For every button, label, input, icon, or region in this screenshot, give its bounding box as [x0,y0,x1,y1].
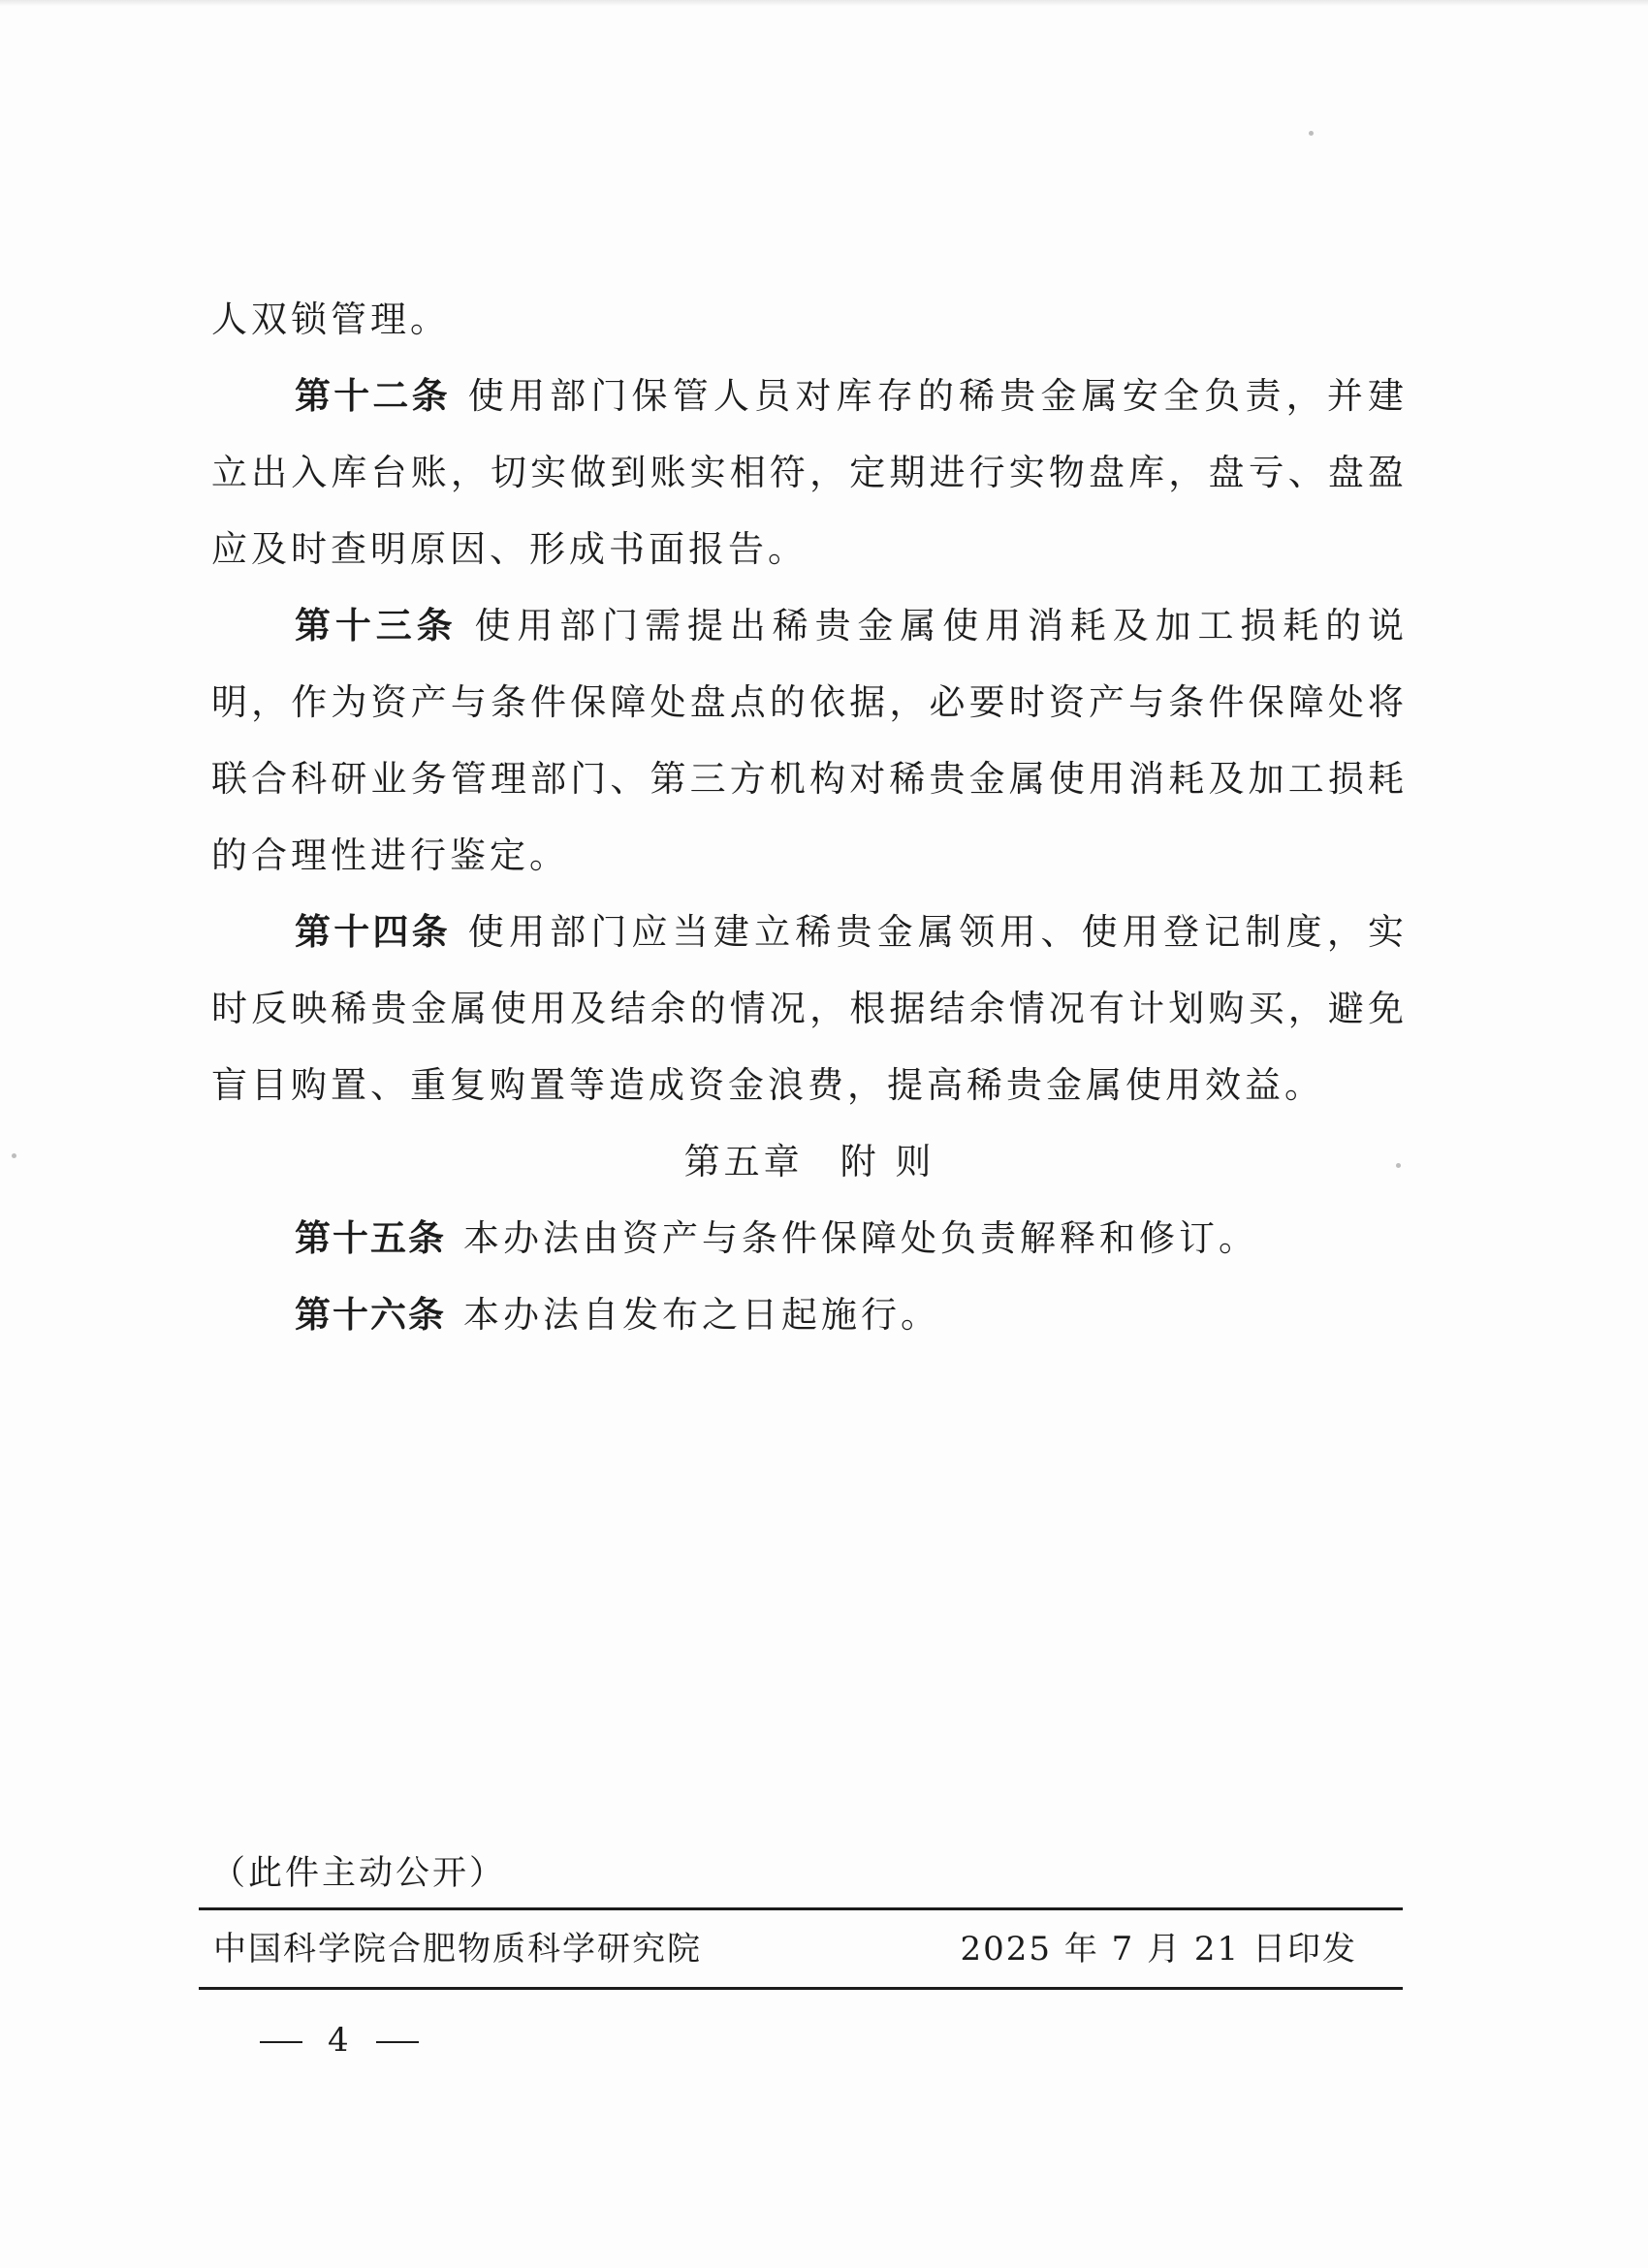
issue-date: 2025 年 7 月 21 日印发 [960,1930,1357,1969]
dash-left [260,2041,302,2043]
article-text: 使用部门保管人员对库存的稀贵金属安全负责，并建立出入库台账，切实做到账实相符，定期进行实物盘库，盘亏、盘盈应及时查明原因、形成书面报告。 [211,375,1409,570]
footer-rule-top [199,1907,1403,1910]
article-13 [211,587,1408,894]
article-label: 第十四条 [295,910,451,953]
article-text: 本办法自发布之日起施行。 [463,1294,940,1336]
page-number-value: 4 [328,2021,351,2060]
footer-rule-bottom [199,1987,1403,1990]
scan-speck [1396,1163,1401,1168]
article-14 [211,894,1408,1123]
article-label: 第十六条 [295,1293,446,1336]
article-text: 使用部门需提出稀贵金属使用消耗及加工损耗的说明，作为资产与条件保障处盘点的依据，必要时资产与条件保障处将联合科研业务管理部门、第三方机构对稀贵金属使用消耗及加工损耗的合理性进行鉴定。 [211,605,1409,876]
article-label: 第十三条 [295,604,458,646]
issuing-organization: 中国科学院合肥物质科学研究院 [213,1930,702,1969]
article-12 [211,358,1408,587]
chapter-title: 附 则 [840,1141,935,1182]
article-16 [211,1276,1408,1353]
article-text: 使用部门应当建立稀贵金属领用、使用登记制度，实时反映稀贵金属使用及结余的情况，根据结余情况有计划购买，避免盲目购置、重复购置等造成资金浪费，提高稀贵金属使用效益。 [211,911,1409,1106]
page-number [260,2021,419,2060]
dash-right [376,2041,419,2043]
scan-edge [0,0,1648,6]
disclosure-note: （此件主动公开） [211,1854,507,1893]
chapter-heading [211,1123,1408,1200]
article-text: 本办法由资产与条件保障处负责解释和修订。 [463,1217,1258,1259]
article-label: 第十五条 [295,1216,446,1259]
continuation-line: 人双锁管理。 [211,299,450,340]
scan-speck [1309,131,1314,136]
chapter-number: 第五章 [683,1141,804,1182]
document-body [211,281,1408,1353]
scan-speck [12,1153,16,1158]
article-15 [211,1200,1408,1276]
article-label: 第十二条 [295,374,451,417]
